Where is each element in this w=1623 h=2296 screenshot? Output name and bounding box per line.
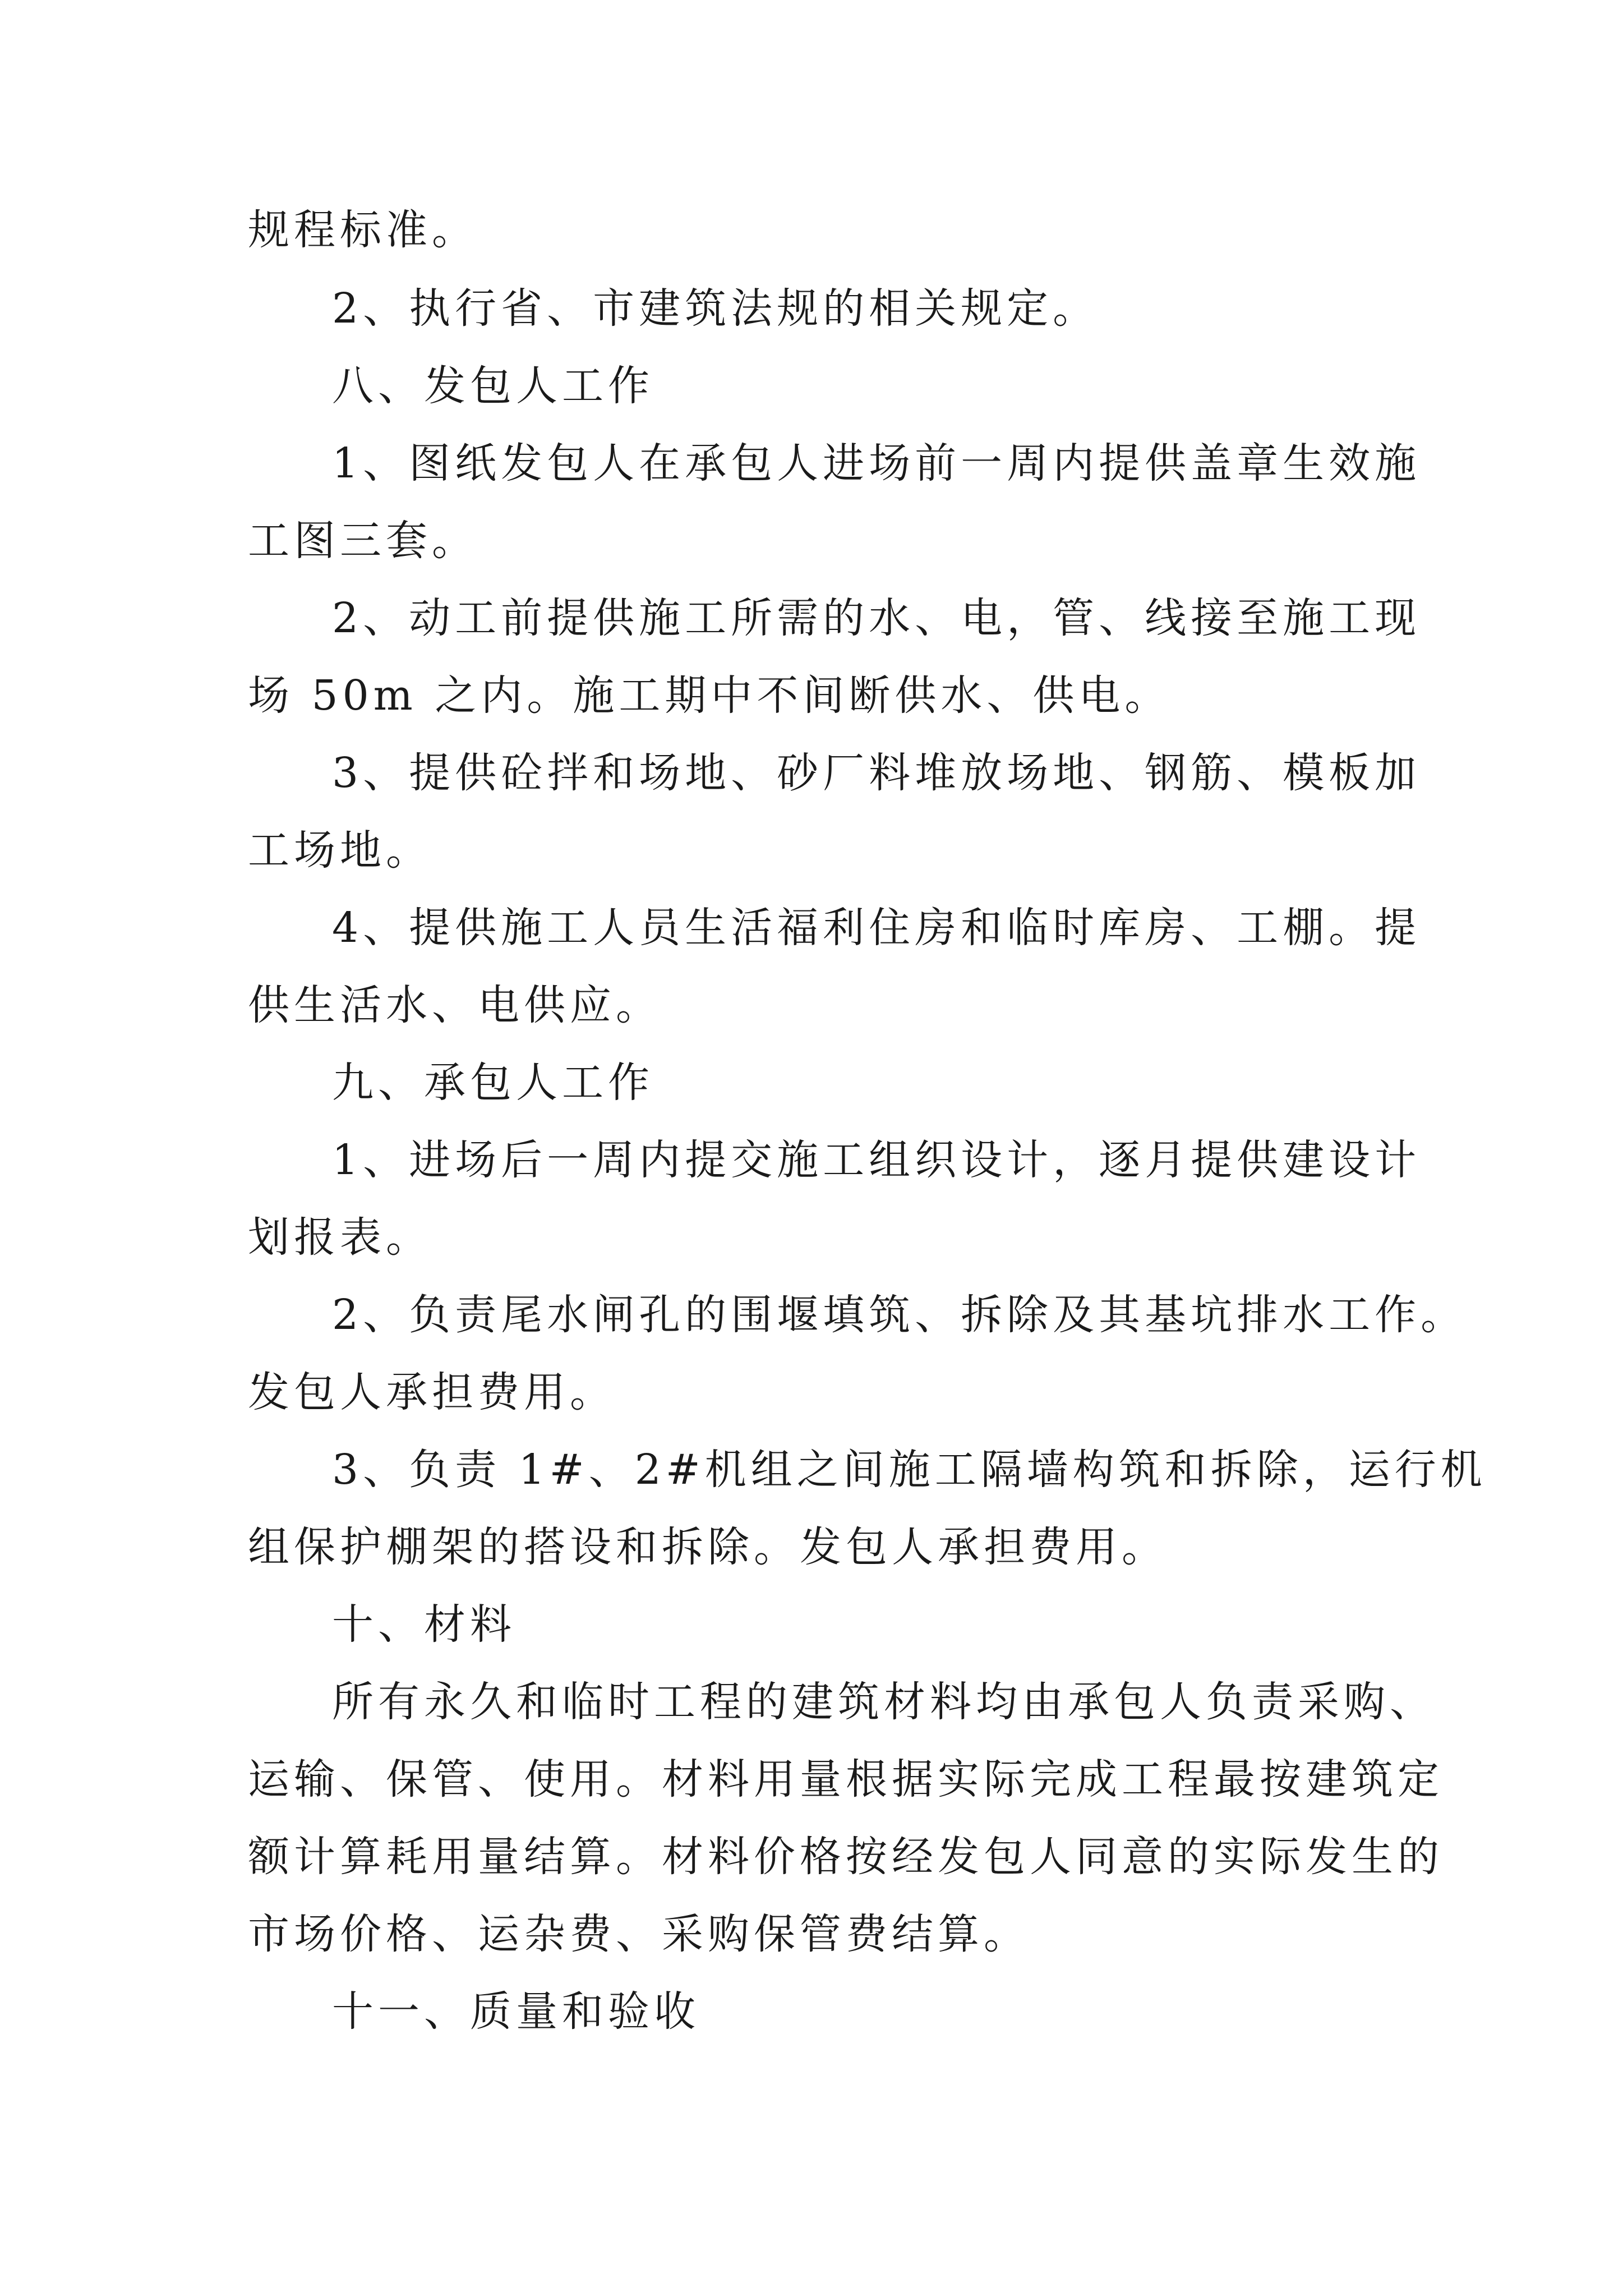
text-line: 所有永久和临时工程的建筑材料均由承包人负责采购、 [332, 1678, 1436, 1726]
text-line: 工图三套。 [248, 517, 478, 565]
text-line: 规程标准。 [248, 206, 478, 254]
text-line: 组保护棚架的搭设和拆除。发包人承担费用。 [248, 1523, 1168, 1571]
section-heading: 十、材料 [332, 1600, 516, 1649]
text-line: 2、执行省、市建筑法规的相关规定。 [332, 284, 1099, 333]
text-line: 划报表。 [248, 1213, 432, 1262]
text-line: 发包人承担费用。 [248, 1368, 616, 1416]
section-heading: 八、发包人工作 [332, 362, 654, 410]
text-line: 2、动工前提供施工所需的水、电，管、线接至施工现 [332, 594, 1421, 642]
text-line: 4、提供施工人员生活福利住房和临时库房、工棚。提 [332, 904, 1421, 952]
text-line: 场 50m 之内。施工期中不间断供水、供电。 [248, 671, 1171, 720]
text-line: 3、负责 1#、2#机组之间施工隔墙构筑和拆除，运行机 [332, 1446, 1487, 1494]
section-heading: 九、承包人工作 [332, 1059, 654, 1107]
text-line: 2、负责尾水闸孔的围堰填筑、拆除及其基坑排水工作。 [332, 1291, 1467, 1339]
text-line: 市场价格、运杂费、采购保管费结算。 [248, 1910, 1030, 1958]
text-line: 运输、保管、使用。材料用量根据实际完成工程最按建筑定 [248, 1755, 1444, 1803]
section-heading: 十一、质量和验收 [332, 1987, 700, 2036]
text-line: 1、进场后一周内提交施工组织设计，逐月提供建设计 [332, 1136, 1421, 1184]
text-line: 1、图纸发包人在承包人进场前一周内提供盖章生效施 [332, 439, 1421, 487]
text-line: 供生活水、电供应。 [248, 981, 662, 1029]
text-line: 额计算耗用量结算。材料价格按经发包人同意的实际发生的 [248, 1833, 1444, 1881]
text-line: 工场地。 [248, 826, 432, 875]
text-line: 3、提供砼拌和场地、砂厂料堆放场地、钢筋、模板加 [332, 749, 1421, 797]
